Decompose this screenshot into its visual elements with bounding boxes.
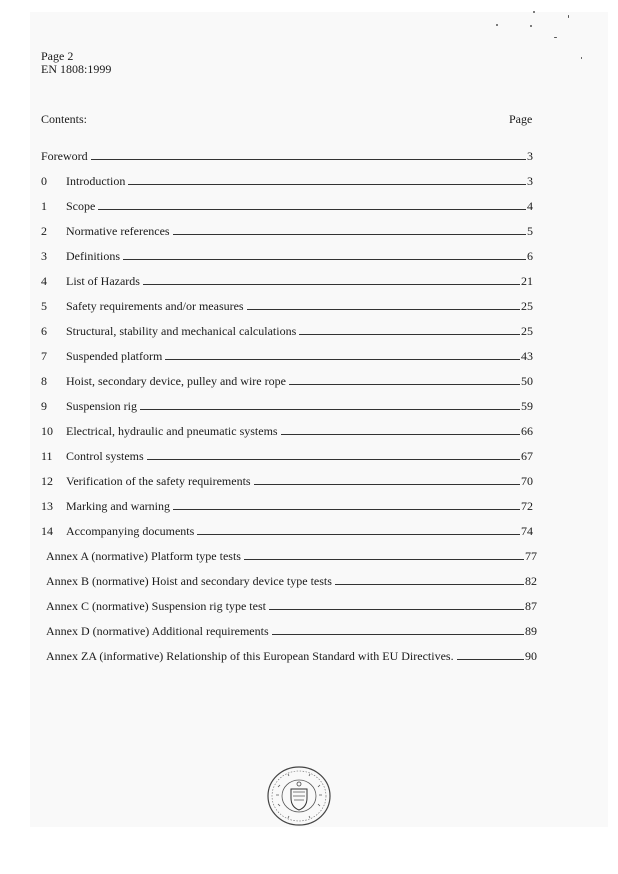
toc-page-number: 4 (527, 199, 533, 213)
toc-entry-title: Annex A (normative) Platform type tests (46, 549, 241, 563)
toc-entry-title: Marking and warning (66, 499, 170, 513)
toc-leader-line (140, 409, 520, 410)
toc-row (41, 322, 533, 338)
toc-page-number: 25 (521, 299, 533, 313)
toc-page-number: 5 (527, 224, 533, 238)
toc-page-number: 25 (521, 324, 533, 338)
toc-leader-line (128, 184, 526, 185)
toc-entry-title: Structural, stability and mechanical calculations (66, 324, 297, 338)
toc-page-number: 67 (521, 449, 533, 463)
toc-leader-line (289, 384, 520, 385)
toc-entry-title: Annex B (normative) Hoist and secondary device type tests (46, 574, 332, 588)
toc-page-number: 70 (521, 474, 533, 488)
toc-leader-line (269, 609, 524, 610)
toc-leader-line (123, 259, 526, 260)
toc-page-number: 74 (521, 524, 533, 538)
toc-section-number: 13 (41, 499, 53, 513)
toc-section-number: 2 (41, 224, 47, 238)
toc-row (41, 172, 533, 188)
toc-leader-line (147, 459, 520, 460)
toc-section-number: 1 (41, 199, 47, 213)
toc-row (46, 547, 537, 563)
toc-section-number: 3 (41, 249, 47, 263)
toc-entry-title: Annex D (normative) Additional requirements (46, 624, 269, 638)
toc-entry-title: Definitions (66, 249, 120, 263)
toc-entry-title: Hoist, secondary device, pulley and wire rope (66, 374, 286, 388)
toc-section-number: 10 (41, 424, 53, 438)
scan-speck (530, 25, 532, 27)
scan-speck (554, 37, 557, 38)
toc-row (46, 572, 537, 588)
toc-leader-line (299, 334, 520, 335)
page-column-heading: Page (509, 112, 533, 126)
toc-section-number: 5 (41, 299, 47, 313)
toc-leader-line (91, 159, 526, 160)
toc-page-number: 3 (527, 174, 533, 188)
toc-section-number: 12 (41, 474, 53, 488)
toc-row (41, 472, 533, 488)
toc-entry-title: Normative references (66, 224, 170, 238)
toc-section-number: 8 (41, 374, 47, 388)
toc-row (41, 522, 533, 538)
toc-row (41, 422, 533, 438)
toc-leader-line (98, 209, 526, 210)
toc-section-number: 9 (41, 399, 47, 413)
toc-page-number: 3 (527, 149, 533, 163)
toc-page-number: 50 (521, 374, 533, 388)
toc-row (41, 197, 533, 213)
toc-entry-title: Electrical, hydraulic and pneumatic systems (66, 424, 278, 438)
toc-row (46, 597, 537, 613)
toc-leader-line (244, 559, 524, 560)
toc-row (41, 397, 533, 413)
toc-page-number: 21 (521, 274, 533, 288)
toc-page-number: 66 (521, 424, 533, 438)
toc-entry-title: Verification of the safety requirements (66, 474, 251, 488)
toc-entry-title: Safety requirements and/or measures (66, 299, 244, 313)
official-seal-icon (266, 765, 332, 827)
toc-page-number: 59 (521, 399, 533, 413)
toc-entry-title: Control systems (66, 449, 144, 463)
toc-leader-line (457, 659, 524, 660)
contents-heading: Contents: (41, 112, 88, 126)
toc-leader-line (272, 634, 524, 635)
toc-entry-title: Introduction (66, 174, 126, 188)
standard-number-header: EN 1808:1999 (41, 62, 112, 76)
toc-entry-title: Accompanying documents (66, 524, 195, 538)
toc-page-number: 72 (521, 499, 533, 513)
toc-row (46, 622, 537, 638)
toc-row (41, 247, 533, 263)
toc-row (46, 647, 537, 663)
toc-section-number: 14 (41, 524, 53, 538)
scan-speck (496, 24, 498, 26)
scan-speck (568, 15, 569, 18)
document-page (30, 12, 608, 827)
scan-speck (533, 11, 535, 13)
toc-page-number: 90 (525, 649, 537, 663)
toc-row (41, 447, 533, 463)
toc-leader-line (173, 509, 520, 510)
toc-leader-line (254, 484, 520, 485)
toc-entry-title: List of Hazards (66, 274, 140, 288)
toc-leader-line (247, 309, 520, 310)
scan-speck (581, 57, 582, 59)
toc-leader-line (165, 359, 520, 360)
toc-row (41, 497, 533, 513)
toc-row (41, 372, 533, 388)
toc-entry-title: Foreword (41, 149, 88, 163)
toc-row (41, 297, 533, 313)
toc-row (41, 222, 533, 238)
toc-entry-title: Suspended platform (66, 349, 163, 363)
toc-page-number: 6 (527, 249, 533, 263)
toc-entry-title: Scope (66, 199, 96, 213)
toc-row (41, 347, 533, 363)
toc-section-number: 0 (41, 174, 47, 188)
toc-leader-line (143, 284, 520, 285)
toc-entry-title: Annex ZA (informative) Relationship of this European Standard with EU Directives. (46, 649, 454, 663)
toc-row (41, 272, 533, 288)
toc-entry-title: Suspension rig (66, 399, 138, 413)
toc-page-number: 89 (525, 624, 537, 638)
toc-leader-line (197, 534, 520, 535)
toc-leader-line (173, 234, 526, 235)
toc-entry-title: Annex C (normative) Suspension rig type test (46, 599, 266, 613)
toc-section-number: 7 (41, 349, 47, 363)
toc-section-number: 4 (41, 274, 47, 288)
toc-page-number: 77 (525, 549, 537, 563)
toc-leader-line (335, 584, 524, 585)
toc-section-number: 6 (41, 324, 47, 338)
toc-section-number: 11 (41, 449, 53, 463)
toc-page-number: 82 (525, 574, 537, 588)
toc-leader-line (281, 434, 520, 435)
toc-page-number: 43 (521, 349, 533, 363)
toc-page-number: 87 (525, 599, 537, 613)
toc-row (41, 147, 533, 163)
page-number-header: Page 2 (41, 49, 74, 63)
